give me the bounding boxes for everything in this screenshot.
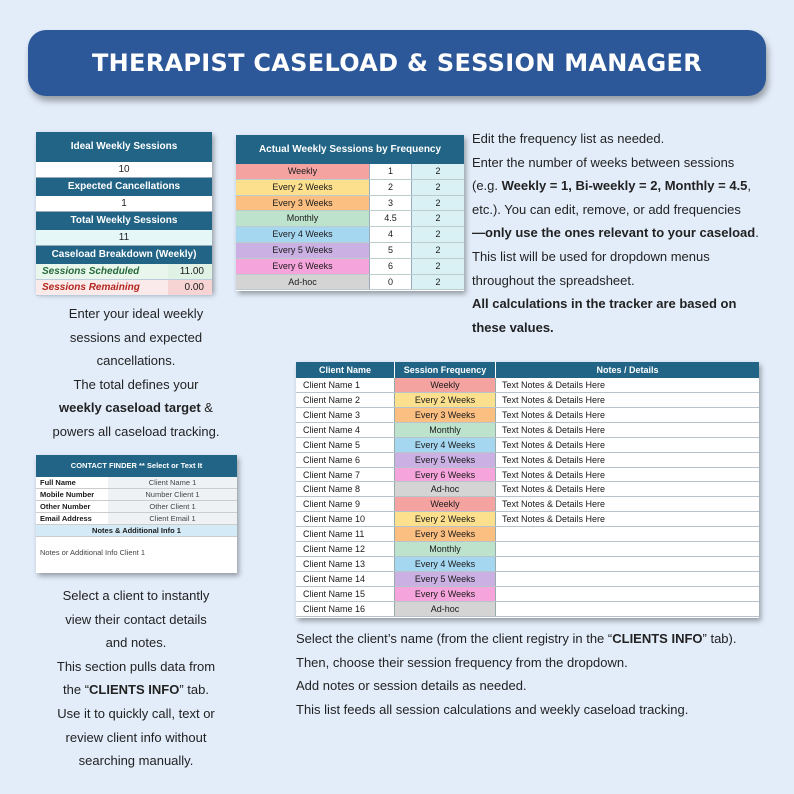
frequency-count: 2 xyxy=(412,211,464,226)
notes-cell[interactable]: Text Notes & Details Here xyxy=(502,380,606,390)
frequency-count: 2 xyxy=(412,243,464,258)
ideal-sessions-input[interactable]: 10 xyxy=(36,162,212,178)
desc-line: these values. xyxy=(472,319,554,335)
frequency-weeks[interactable]: 4.5 xyxy=(370,211,412,226)
frequency-weeks[interactable]: 2 xyxy=(370,180,412,195)
client-name-cell[interactable]: Client Name 5 xyxy=(296,438,395,452)
frequency-row xyxy=(236,211,464,227)
ideal-sessions-panel xyxy=(36,132,212,292)
notes-cell[interactable]: Text Notes & Details Here xyxy=(502,439,606,450)
table-row xyxy=(296,542,759,557)
notes-cell[interactable] xyxy=(496,527,759,541)
table-row xyxy=(296,393,759,408)
desc-line: Select the client’s name (from the client registry in the “CLIENTS INFO” tab). xyxy=(296,631,737,646)
table-row xyxy=(296,527,759,542)
client-name-cell[interactable]: Client Name 4 xyxy=(296,423,395,437)
sessions-remaining-value: 0.00 xyxy=(168,280,212,295)
desc-line: sessions and expected xyxy=(69,329,203,345)
notes-cell[interactable]: Text Notes & Details Here xyxy=(502,469,606,480)
table-row xyxy=(296,453,759,468)
contact-row xyxy=(36,477,237,489)
frequency-row xyxy=(236,180,464,196)
table-row xyxy=(296,587,759,602)
contact-row xyxy=(36,489,237,501)
desc-line: powers all caseload tracking. xyxy=(52,423,220,439)
table-row xyxy=(296,512,759,527)
frequency-row xyxy=(236,227,464,243)
session-frequency-cell[interactable]: Monthly xyxy=(395,542,496,556)
desc-line: Edit the frequency list as needed. xyxy=(472,131,665,146)
notes-cell[interactable]: Text Notes & Details Here xyxy=(502,409,606,420)
desc-line: review client info without xyxy=(65,729,207,745)
frequency-name[interactable]: Every 4 Weeks xyxy=(236,227,370,242)
client-name-cell[interactable]: Client Name 9 xyxy=(296,497,395,511)
total-sessions-header: Total Weekly Sessions xyxy=(36,212,212,230)
session-frequency-cell[interactable]: Every 2 Weeks xyxy=(395,512,496,526)
session-frequency-cell[interactable]: Weekly xyxy=(395,497,496,511)
desc-line: the “CLIENTS INFO” tab. xyxy=(63,682,209,698)
session-frequency-cell[interactable]: Every 5 Weeks xyxy=(395,453,496,467)
frequency-name[interactable]: Every 2 Weeks xyxy=(236,180,370,195)
notes-cell[interactable]: Text Notes & Details Here xyxy=(502,484,606,495)
notes-cell[interactable] xyxy=(496,557,759,571)
client-name-cell[interactable]: Client Name 10 xyxy=(296,512,395,526)
frequency-name[interactable]: Every 5 Weeks xyxy=(236,243,370,258)
frequency-count: 2 xyxy=(412,227,464,242)
session-frequency-cell[interactable]: Every 6 Weeks xyxy=(395,587,496,601)
caseload-breakdown-header: Caseload Breakdown (Weekly) xyxy=(36,246,212,264)
frequency-weeks[interactable]: 1 xyxy=(370,164,412,179)
desc-line: Enter the number of weeks between sessions xyxy=(472,154,735,170)
expected-cancellations-input[interactable]: 1 xyxy=(36,196,212,212)
desc-line: view their contact details xyxy=(65,611,207,627)
table-header xyxy=(296,362,759,378)
session-frequency-cell[interactable]: Monthly xyxy=(395,423,496,437)
total-sessions-value: 11 xyxy=(36,230,212,246)
ideal-description xyxy=(30,302,242,444)
contact-row xyxy=(36,513,237,525)
frequency-panel xyxy=(236,135,464,291)
contact-label: Mobile Number xyxy=(40,490,95,499)
sessions-scheduled-row xyxy=(36,264,212,280)
frequency-row xyxy=(236,275,464,291)
frequency-weeks[interactable]: 3 xyxy=(370,196,412,211)
session-frequency-cell[interactable]: Every 5 Weeks xyxy=(395,572,496,586)
frequency-weeks[interactable]: 4 xyxy=(370,227,412,242)
client-name-cell[interactable]: Client Name 13 xyxy=(296,557,395,571)
table-row xyxy=(296,572,759,587)
contact-row xyxy=(36,501,237,513)
sessions-scheduled-label: Sessions Scheduled xyxy=(42,266,140,277)
desc-line: (e.g. Weekly = 1, Bi-weekly = 2, Monthly = 4.5, xyxy=(472,178,752,194)
contact-value: Number Client 1 xyxy=(108,489,237,500)
client-name-cell[interactable]: Client Name 3 xyxy=(296,408,395,422)
table-row xyxy=(296,557,759,572)
frequency-count: 2 xyxy=(412,164,464,179)
desc-line: Then, choose their session frequency from the dropdown. xyxy=(296,654,628,670)
frequency-description xyxy=(472,127,782,339)
clients-table xyxy=(296,362,759,618)
contact-finder-panel xyxy=(36,455,237,573)
notes-cell[interactable] xyxy=(496,587,759,601)
desc-line: and notes. xyxy=(105,635,167,651)
frequency-name[interactable]: Monthly xyxy=(236,211,370,226)
desc-line: The total defines your xyxy=(73,376,199,392)
frequency-name[interactable]: Weekly xyxy=(236,164,370,179)
client-name-cell[interactable]: Client Name 8 xyxy=(296,482,395,496)
desc-line: throughout the spreadsheet. xyxy=(472,272,635,288)
page-title: THERAPIST CASELOAD & SESSION MANAGER xyxy=(91,49,703,77)
notes-cell[interactable]: Text Notes & Details Here xyxy=(502,514,606,525)
frequency-name[interactable]: Every 6 Weeks xyxy=(236,259,370,274)
frequency-count: 2 xyxy=(412,196,464,211)
ideal-sessions-header: Ideal Weekly Sessions xyxy=(36,132,212,162)
table-row xyxy=(296,438,759,453)
notes-value: Notes or Additional Info Client 1 xyxy=(40,548,146,557)
desc-line: weekly caseload target & xyxy=(59,400,213,416)
client-name-cell[interactable]: Client Name 7 xyxy=(296,468,395,482)
desc-line: This section pulls data from xyxy=(56,658,216,674)
frequency-row xyxy=(236,196,464,212)
frequency-header: Actual Weekly Sessions by Frequency xyxy=(236,135,464,164)
notes-cell[interactable]: Text Notes & Details Here xyxy=(502,454,606,465)
session-frequency-cell[interactable]: Every 4 Weeks xyxy=(395,438,496,452)
clients-description xyxy=(296,627,786,721)
desc-line: All calculations in the tracker are based on xyxy=(472,296,737,312)
title-banner xyxy=(28,30,766,96)
desc-line: Add notes or session details as needed. xyxy=(296,678,527,694)
contact-value: Client Email 1 xyxy=(108,513,237,524)
desc-line: searching manually. xyxy=(78,753,194,769)
session-frequency-cell[interactable]: Every 4 Weeks xyxy=(395,557,496,571)
table-row xyxy=(296,408,759,423)
client-name-cell[interactable]: Client Name 11 xyxy=(296,527,395,541)
desc-line: etc.). You can edit, remove, or add frequencies xyxy=(472,201,741,217)
contact-value[interactable]: Client Name 1 xyxy=(108,477,237,488)
notes-cell[interactable] xyxy=(496,542,759,556)
sessions-remaining-label: Sessions Remaining xyxy=(42,282,140,293)
sessions-scheduled-value: 11.00 xyxy=(168,264,212,279)
session-frequency-cell[interactable]: Every 3 Weeks xyxy=(395,527,496,541)
column-header: Client Name xyxy=(296,362,395,378)
frequency-weeks[interactable]: 0 xyxy=(370,275,412,290)
table-row xyxy=(296,378,759,393)
client-name-cell[interactable]: Client Name 14 xyxy=(296,572,395,586)
session-frequency-cell[interactable]: Ad-hoc xyxy=(395,602,496,616)
client-name-cell[interactable]: Client Name 6 xyxy=(296,453,395,467)
session-frequency-cell[interactable]: Ad-hoc xyxy=(395,482,496,496)
desc-line: cancellations. xyxy=(96,353,176,369)
contact-label: Full Name xyxy=(40,478,76,487)
client-name-cell[interactable]: Client Name 1 xyxy=(296,378,395,392)
notes-cell[interactable]: Text Notes & Details Here xyxy=(502,499,606,510)
desc-line: Use it to quickly call, text or xyxy=(57,705,215,721)
session-frequency-cell[interactable]: Weekly xyxy=(395,378,496,392)
frequency-row xyxy=(236,243,464,259)
frequency-name[interactable]: Ad-hoc xyxy=(236,275,370,290)
table-row xyxy=(296,602,759,617)
frequency-row xyxy=(236,164,464,180)
client-name-cell[interactable]: Client Name 2 xyxy=(296,393,395,407)
session-frequency-cell[interactable]: Every 6 Weeks xyxy=(395,468,496,482)
desc-line: —only use the ones relevant to your caseload. xyxy=(472,225,759,241)
frequency-count: 2 xyxy=(412,275,464,290)
contact-value: Other Client 1 xyxy=(108,501,237,512)
column-header: Session Frequency xyxy=(395,362,496,378)
table-row xyxy=(296,497,759,512)
frequency-count: 2 xyxy=(412,180,464,195)
client-name-cell[interactable]: Client Name 12 xyxy=(296,542,395,556)
client-name-cell[interactable]: Client Name 15 xyxy=(296,587,395,601)
desc-line: Enter your ideal weekly xyxy=(68,306,204,321)
table-row xyxy=(296,482,759,497)
notes-cell[interactable] xyxy=(496,572,759,586)
session-frequency-cell[interactable]: Every 3 Weeks xyxy=(395,408,496,422)
frequency-name[interactable]: Every 3 Weeks xyxy=(236,196,370,211)
session-frequency-cell[interactable]: Every 2 Weeks xyxy=(395,393,496,407)
desc-line: Select a client to instantly xyxy=(62,588,210,603)
notes-cell[interactable]: Text Notes & Details Here xyxy=(502,394,606,405)
contact-label: Email Address xyxy=(40,514,92,523)
table-row xyxy=(296,468,759,483)
frequency-weeks[interactable]: 5 xyxy=(370,243,412,258)
notes-header: Notes & Additional Info 1 xyxy=(36,525,237,537)
sessions-remaining-row xyxy=(36,280,212,296)
contact-description xyxy=(30,584,242,773)
frequency-weeks[interactable]: 6 xyxy=(370,259,412,274)
desc-line: This list will be used for dropdown menus xyxy=(472,248,710,264)
contact-finder-header: CONTACT FINDER ** Select or Text It xyxy=(36,455,237,477)
notes-cell[interactable]: Text Notes & Details Here xyxy=(502,424,606,435)
column-header: Notes / Details xyxy=(596,365,659,375)
contact-label: Other Number xyxy=(40,502,91,511)
client-name-cell[interactable]: Client Name 16 xyxy=(296,602,395,616)
expected-cancellations-header: Expected Cancellations xyxy=(36,178,212,196)
frequency-row xyxy=(236,259,464,275)
notes-cell[interactable] xyxy=(496,602,759,616)
desc-line: This list feeds all session calculations and weekly caseload tracking. xyxy=(296,701,689,717)
frequency-count: 2 xyxy=(412,259,464,274)
table-row xyxy=(296,423,759,438)
